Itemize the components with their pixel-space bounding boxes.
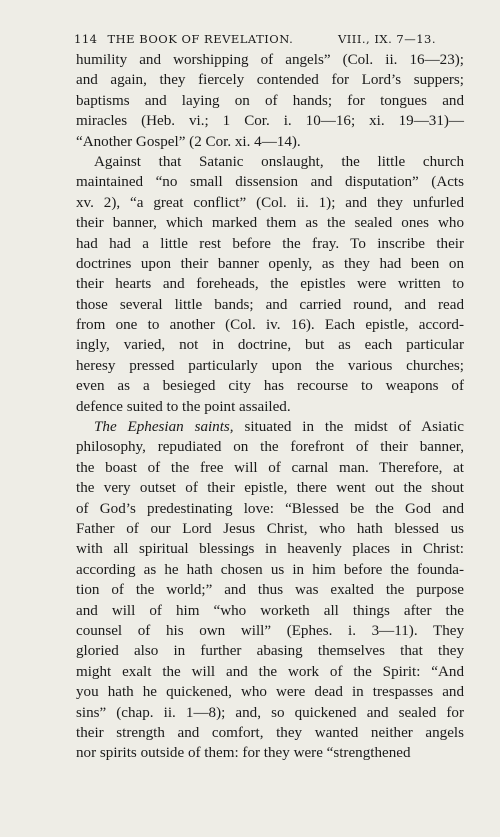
text-line <box>76 152 464 172</box>
body-text <box>76 50 464 764</box>
text-line <box>76 703 464 723</box>
text-run: those several little bands; and carried round, and read <box>76 296 464 313</box>
paragraph <box>76 152 464 417</box>
text-run: miracles (Heb. vi.; 1 Cor. i. 10—16; xi. 19—31)— <box>76 113 464 130</box>
text-line <box>76 172 464 192</box>
text-run: “Another Gospel” (2 Cor. xi. 4—14). <box>76 133 301 150</box>
running-header <box>74 32 436 46</box>
text-line <box>76 437 464 457</box>
text-line <box>76 335 464 355</box>
text-line <box>76 295 464 315</box>
text-run: maintained “no small dissension and disputation” (Acts <box>76 174 464 191</box>
text-run: ingly, varied, not in doctrine, but as each particular <box>76 337 464 354</box>
text-run: Father of our Lord Jesus Christ, who hath blessed us <box>76 520 464 537</box>
text-run: even as a besieged city has recourse to weapons of <box>76 378 464 395</box>
text-run: with all spiritual blessings in heavenly places in Christ: <box>76 541 464 558</box>
text-run: from one to another (Col. iv. 16). Each epistle, accord- <box>76 317 464 334</box>
text-run: had had a little rest before the fray. To inscribe their <box>76 235 464 252</box>
text-line <box>76 91 464 111</box>
text-line <box>76 539 464 559</box>
chapter-reference: VIII., IX. 7—13. <box>337 32 436 46</box>
text-run: situated in the midst of Asiatic <box>233 419 464 436</box>
text-line <box>76 274 464 294</box>
text-line <box>76 743 464 763</box>
text-line <box>76 499 464 519</box>
text-line <box>76 356 464 376</box>
text-line <box>76 417 464 437</box>
text-run: their hearts and foreheads, the epistles were written to <box>76 276 464 293</box>
text-line <box>76 234 464 254</box>
paragraph <box>76 50 464 152</box>
text-line <box>76 458 464 478</box>
text-run: humility and worshipping of angels” (Col. ii. 16—23); <box>76 52 464 68</box>
text-run: and again, they fiercely contended for Lord’s suppers; <box>76 72 464 89</box>
italic-run: The Ephesian saints, <box>94 419 234 436</box>
text-line <box>76 560 464 580</box>
header-left <box>74 32 293 46</box>
text-run: sins” (chap. ii. 1—8); and, so quickened and sealed for <box>76 704 464 721</box>
text-run: counsel of his own will” (Ephes. i. 3—11). They <box>76 622 464 639</box>
text-line <box>76 519 464 539</box>
text-run: the boast of the free will of carnal man. Therefore, at <box>76 459 464 476</box>
text-line <box>76 397 464 417</box>
text-run: their strength and comfort, they wanted neither angels <box>76 724 464 741</box>
text-line <box>76 478 464 498</box>
text-run: you hath he quickened, who were dead in trespasses and <box>76 684 464 701</box>
text-line <box>76 111 464 131</box>
text-run: their banner, which marked them as the sealed ones who <box>76 215 464 232</box>
text-line <box>76 662 464 682</box>
text-run: Against that Satanic onslaught, the little church <box>94 153 464 170</box>
text-line <box>76 50 464 70</box>
text-line <box>76 723 464 743</box>
text-run: baptisms and laying on of hands; for tongues and <box>76 92 464 109</box>
text-line <box>76 193 464 213</box>
text-line <box>76 601 464 621</box>
text-run: of God’s predestinating love: “Blessed be the God and <box>76 500 464 517</box>
text-line <box>76 580 464 600</box>
text-run: according as he hath chosen us in him before the founda- <box>76 561 464 578</box>
text-line <box>76 315 464 335</box>
text-line <box>76 132 464 152</box>
text-line <box>76 254 464 274</box>
text-line <box>76 641 464 661</box>
running-title: THE BOOK OF REVELATION. <box>107 32 294 46</box>
text-run: the very outset of their epistle, there went out the shout <box>76 480 464 497</box>
text-line <box>76 682 464 702</box>
text-run: gloried also in further abasing themselves that they <box>76 643 464 660</box>
text-run: defence suited to the point assailed. <box>76 398 291 415</box>
text-run: tion of the world;” and thus was exalted the purpose <box>76 582 464 599</box>
text-run: and will of him “who worketh all things after the <box>76 602 464 619</box>
page-number: 114 <box>74 32 98 46</box>
text-line <box>76 213 464 233</box>
text-run: heresy pressed particularly upon the various churches; <box>76 357 464 374</box>
text-run: philosophy, repudiated on the forefront of their banner, <box>76 439 464 456</box>
text-run: might exalt the will and the work of the Spirit: “And <box>76 663 464 680</box>
text-line <box>76 376 464 396</box>
text-line <box>76 621 464 641</box>
text-run: doctrines upon their banner openly, as they had been on <box>76 255 464 272</box>
text-run: nor spirits outside of them: for they were “strengthened <box>76 745 411 762</box>
text-run: xv. 2), “a great conflict” (Col. ii. 1); and they unfurled <box>76 194 464 211</box>
text-line <box>76 70 464 90</box>
paragraph <box>76 417 464 764</box>
